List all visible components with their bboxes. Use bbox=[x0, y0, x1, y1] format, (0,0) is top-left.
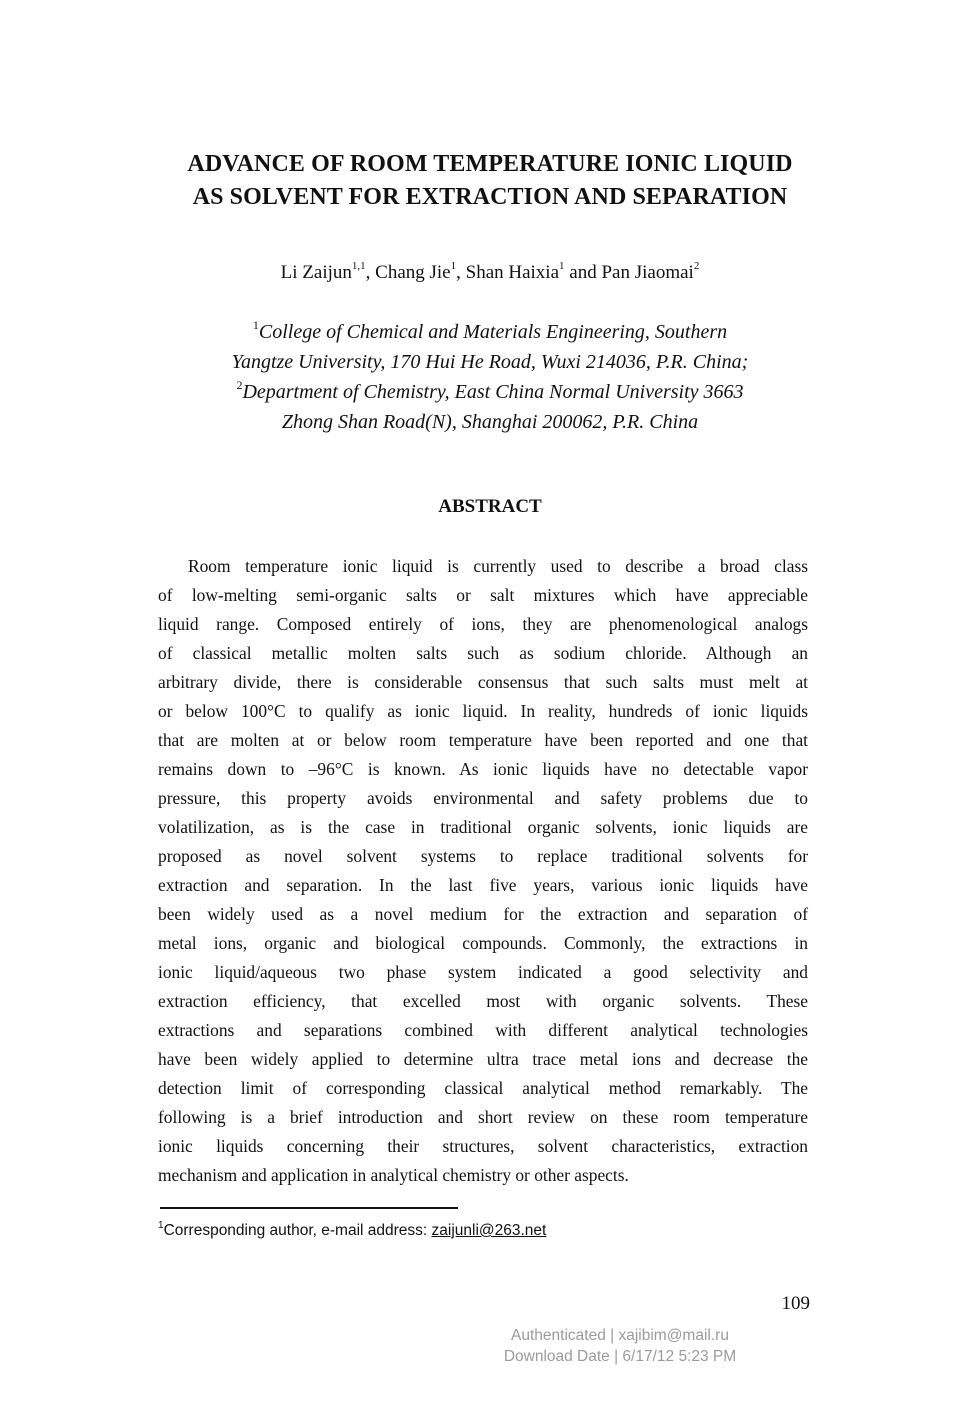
abstract-line: arbitrary divide, there is considerable consensus that such salts must melt at bbox=[158, 672, 808, 692]
watermark-line-2: Download Date | 6/17/12 5:23 PM bbox=[503, 1348, 737, 1365]
paper-title bbox=[0, 148, 980, 214]
author-superscript: 1 bbox=[559, 260, 565, 272]
footnote-superscript: 1 bbox=[158, 1220, 164, 1231]
abstract-line: liquid range. Composed entirely of ions, they are phenomenological analogs bbox=[158, 614, 808, 634]
footnote-email-link[interactable]: zaijunli@263.net bbox=[431, 1222, 547, 1239]
abstract-heading: ABSTRACT bbox=[438, 496, 542, 517]
author-superscript: 1,1 bbox=[351, 260, 366, 272]
abstract-line: mechanism and application in analytical chemistry or other aspects. bbox=[158, 1165, 629, 1185]
abstract-line: pressure, this property avoids environmental and safety problems due to bbox=[158, 788, 808, 808]
affiliation-line-3 bbox=[0, 377, 980, 407]
download-watermark bbox=[470, 1325, 770, 1367]
title-line-1: ADVANCE OF ROOM TEMPERATURE IONIC LIQUID bbox=[187, 151, 793, 177]
abstract-line: of low-melting semi-organic salts or salt mixtures which have appreciable bbox=[158, 585, 808, 605]
author-separator: , bbox=[456, 262, 466, 283]
watermark-line-1: Authenticated | xajibim@mail.ru bbox=[511, 1327, 729, 1344]
abstract-line: extraction and separation. In the last five years, various ionic liquids have bbox=[158, 875, 808, 895]
affiliation-line-4: Zhong Shan Road(N), Shanghai 200062, P.R. China bbox=[281, 411, 699, 433]
abstract-line: extractions and separations combined with different analytical technologies bbox=[158, 1020, 808, 1040]
abstract-line: ionic liquid/aqueous two phase system indicated a good selectivity and bbox=[158, 962, 808, 982]
abstract-line: metal ions, organic and biological compounds. Commonly, the extractions in bbox=[158, 933, 808, 953]
author-name: Chang Jie bbox=[375, 262, 451, 283]
abstract-line: remains down to –96°C is known. As ionic liquids have no detectable vapor bbox=[158, 759, 808, 779]
abstract-body bbox=[158, 552, 808, 1190]
author-superscript: 2 bbox=[693, 260, 700, 272]
abstract-line: proposed as novel solvent systems to replace traditional solvents for bbox=[158, 846, 808, 866]
footnote bbox=[158, 1219, 546, 1243]
affiliation-text: Department of Chemistry, East China Normal University 3663 bbox=[242, 381, 744, 403]
author-list bbox=[0, 258, 980, 288]
abstract-line: that are molten at or below room temperature have been reported and one that bbox=[158, 730, 808, 750]
abstract-line: have been widely applied to determine ultra trace metal ions and decrease the bbox=[158, 1049, 808, 1069]
abstract-line: been widely used as a novel medium for the extraction and separation of bbox=[158, 904, 808, 924]
abstract-line: of classical metallic molten salts such as sodium chloride. Although an bbox=[158, 643, 808, 663]
affiliations bbox=[0, 317, 980, 437]
author-separator: , bbox=[365, 262, 376, 283]
abstract-line: following is a brief introduction and short review on these room temperature bbox=[158, 1107, 808, 1127]
author-superscript: 1 bbox=[450, 260, 457, 272]
affiliation-superscript: 1 bbox=[252, 318, 259, 332]
abstract-line: or below 100°C to qualify as ionic liquid. In reality, hundreds of ionic liquids bbox=[158, 701, 808, 721]
author-name: Pan Jiaomai bbox=[601, 262, 694, 283]
abstract-line: Room temperature ionic liquid is currently used to describe a broad class bbox=[188, 556, 808, 576]
author-name: Shan Haixia bbox=[465, 262, 560, 283]
footnote-text: Corresponding author, e-mail address: bbox=[163, 1222, 432, 1239]
abstract-line: extraction efficiency, that excelled most with organic solvents. These bbox=[158, 991, 808, 1011]
affiliation-line-1 bbox=[0, 317, 980, 347]
abstract-line: ionic liquids concerning their structures, solvent characteristics, extraction bbox=[158, 1136, 808, 1156]
author-separator: and bbox=[564, 262, 602, 283]
footnote-divider bbox=[160, 1207, 458, 1209]
affiliation-line-2: Yangtze University, 170 Hui He Road, Wuxi 214036, P.R. China; bbox=[231, 351, 749, 373]
affiliation-superscript: 2 bbox=[236, 378, 243, 392]
title-line-2: AS SOLVENT FOR EXTRACTION AND SEPARATION bbox=[192, 184, 788, 210]
affiliation-text: College of Chemical and Materials Engineering, Southern bbox=[258, 321, 728, 343]
abstract-line: volatilization, as is the case in traditional organic solvents, ionic liquids are bbox=[158, 817, 808, 837]
abstract-line: detection limit of corresponding classical analytical method remarkably. The bbox=[158, 1078, 808, 1098]
author-name: Li Zaijun bbox=[280, 262, 352, 283]
page-number: 109 bbox=[781, 1293, 810, 1314]
